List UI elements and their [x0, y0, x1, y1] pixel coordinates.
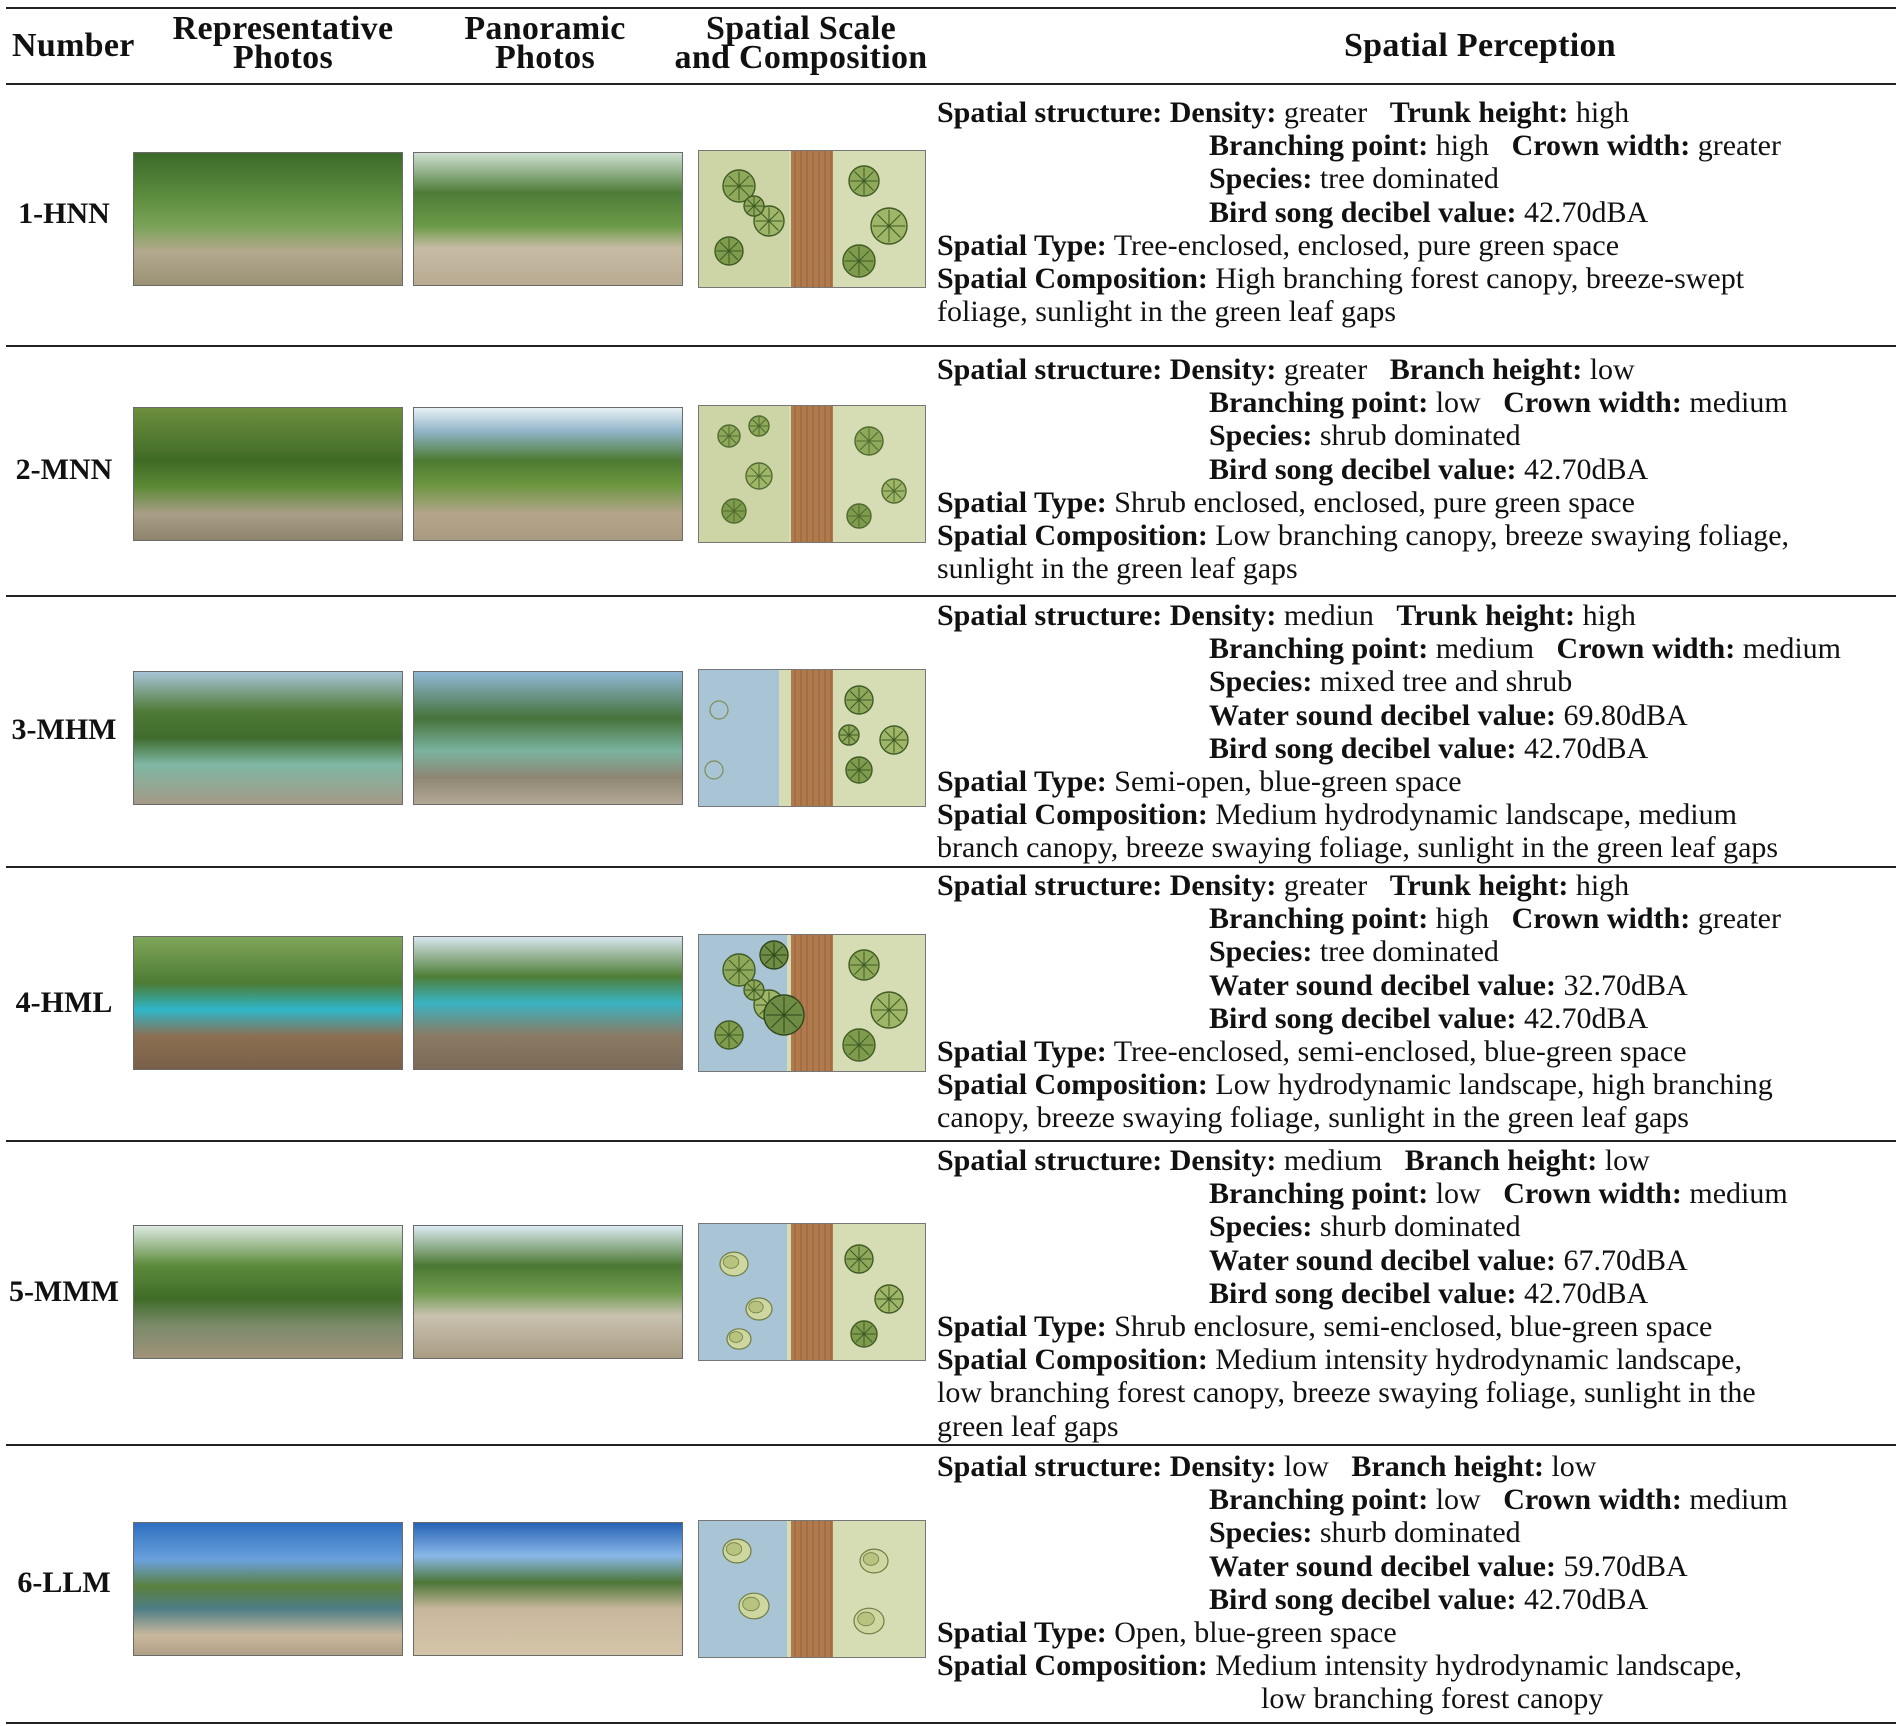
attribute-key: Trunk height:: [1389, 869, 1569, 902]
attribute-value: high: [1575, 599, 1636, 632]
attribute-value: 42.70dBA: [1516, 731, 1649, 765]
plan-drawing: [699, 1224, 925, 1360]
attribute-key: Branch height:: [1404, 1144, 1598, 1177]
attribute-key: Water sound decibel value:: [1209, 1243, 1556, 1277]
row-rule: [6, 1140, 1896, 1142]
spatial-perception-cell: [937, 869, 1897, 1135]
spatial-perception-cell: [937, 96, 1897, 328]
composition-line: [937, 1410, 1897, 1443]
composition-line: [937, 831, 1897, 864]
attribute-key: Bird song decibel value:: [1209, 1582, 1517, 1616]
composition-value: sunlight in the green leaf gaps: [937, 552, 1298, 586]
plan-drawing: [699, 406, 925, 542]
composition-line: [937, 1101, 1897, 1134]
structure-line: [937, 902, 1897, 935]
attribute-value: shrub dominated: [1312, 419, 1521, 453]
structure-label: Spatial structure:: [937, 96, 1163, 129]
row-number: 1-HNN: [18, 197, 110, 230]
composition-label: Spatial Composition:: [937, 518, 1208, 552]
structure-line: [937, 935, 1897, 968]
attribute-value: low: [1428, 1483, 1481, 1517]
structure-line: [937, 1450, 1897, 1483]
spatial-plan: [698, 1223, 926, 1361]
attribute-key: Branching point:: [1209, 1483, 1429, 1517]
composition-line: [937, 1682, 1897, 1715]
structure-label: Spatial structure:: [937, 353, 1163, 386]
structure-line: [937, 353, 1897, 386]
structure-line: [937, 1144, 1897, 1177]
attribute-key: Trunk height:: [1389, 96, 1569, 129]
attribute-key: Density:: [1169, 869, 1277, 902]
composition-value: High branching forest canopy, breeze-swept: [1207, 261, 1745, 295]
attribute-value: medium: [1681, 1177, 1788, 1211]
panoramic-photo: [413, 936, 683, 1070]
composition-value: Medium intensity hydrodynamic landscape,: [1207, 1343, 1742, 1377]
structure-line: [937, 1516, 1897, 1549]
attribute-key: Crown width:: [1503, 386, 1682, 420]
structure-line: [937, 1483, 1897, 1516]
attribute-key: Crown width:: [1511, 129, 1691, 163]
attribute-key: Water sound decibel value:: [1209, 1549, 1556, 1583]
attribute-value: 42.70dBA: [1516, 1276, 1649, 1310]
spatial-plan: [698, 405, 926, 543]
composition-value: foliage, sunlight in the green leaf gaps: [937, 295, 1397, 329]
structure-line: [937, 732, 1897, 765]
type-label: Spatial Type:: [937, 485, 1107, 519]
composition-value: low branching forest canopy, breeze swaying foliage, sunlight in the: [937, 1376, 1756, 1410]
plan-drawing: [699, 935, 925, 1071]
attribute-value: greater: [1276, 96, 1368, 129]
spatial-type-line: [937, 486, 1897, 519]
composition-line: [937, 1376, 1897, 1409]
spatial-type-line: [937, 1616, 1897, 1649]
structure-label: Spatial structure:: [937, 1144, 1163, 1177]
attribute-value: greater: [1276, 353, 1368, 386]
structure-line: [937, 1583, 1897, 1616]
row-number: 6-LLM: [17, 1566, 111, 1599]
spatial-type-line: [937, 1035, 1897, 1068]
attribute-value: 32.70dBA: [1555, 968, 1688, 1002]
attribute-key: Branch height:: [1351, 1450, 1544, 1483]
structure-line: [937, 96, 1897, 129]
attribute-value: medium: [1735, 632, 1842, 666]
attribute-value: tree dominated: [1312, 162, 1499, 196]
attribute-key: Density:: [1169, 96, 1277, 129]
panoramic-photo: [413, 407, 683, 541]
structure-line: [937, 699, 1897, 732]
composition-label: Spatial Composition:: [937, 798, 1208, 832]
plan-drawing: [699, 670, 925, 806]
structure-line: [937, 665, 1897, 698]
attribute-value: medium: [1428, 632, 1535, 666]
attribute-key: Water sound decibel value:: [1209, 968, 1556, 1002]
attribute-value: 59.70dBA: [1555, 1549, 1688, 1583]
composition-value: green leaf gaps: [937, 1409, 1119, 1443]
spatial-type-line: [937, 765, 1897, 798]
attribute-value: high: [1428, 902, 1490, 936]
composition-label: Spatial Composition:: [937, 261, 1208, 295]
row-number: 3-MHM: [11, 713, 117, 746]
row-number: 5-MMM: [9, 1275, 119, 1308]
representative-photo: [133, 671, 403, 805]
attribute-key: Crown width:: [1511, 902, 1691, 936]
attribute-value: medium: [1681, 1483, 1788, 1517]
structure-line: [937, 386, 1897, 419]
attribute-value: medium: [1681, 386, 1788, 420]
type-value: Tree-enclosed, semi-enclosed, blue-green space: [1106, 1034, 1687, 1068]
spatial-type-line: [937, 1310, 1897, 1343]
attribute-value: shurb dominated: [1312, 1210, 1521, 1244]
composition-value: branch canopy, breeze swaying foliage, sunlight in the green leaf gaps: [937, 831, 1779, 865]
attribute-value: shurb dominated: [1312, 1516, 1521, 1550]
top-rule: [6, 7, 1896, 9]
attribute-value: low: [1276, 1450, 1329, 1483]
composition-label: Spatial Composition:: [937, 1068, 1208, 1102]
attribute-value: medium: [1276, 1144, 1383, 1177]
composition-label: Spatial Composition:: [937, 1343, 1208, 1377]
panoramic-photo: [413, 1522, 683, 1656]
attribute-key: Density:: [1169, 353, 1277, 386]
composition-line: [937, 798, 1897, 831]
attribute-key: Crown width:: [1556, 632, 1736, 666]
composition-line: [937, 1343, 1897, 1376]
structure-line: [937, 1210, 1897, 1243]
structure-label: Spatial structure:: [937, 869, 1163, 902]
attribute-value: mixed tree and shrub: [1312, 665, 1573, 699]
attribute-value: 42.70dBA: [1516, 1001, 1649, 1035]
composition-line: [937, 519, 1897, 552]
attribute-key: Species:: [1209, 1210, 1313, 1244]
attribute-value: tree dominated: [1312, 935, 1499, 969]
attribute-value: 67.70dBA: [1555, 1243, 1688, 1277]
header-spatial-scale: Spatial Scale and Composition: [674, 10, 928, 76]
structure-line: [937, 196, 1897, 229]
spatial-perception-cell: [937, 599, 1897, 865]
header-panoramic-photos: Panoramic Photos: [464, 10, 626, 76]
attribute-value: 42.70dBA: [1516, 1582, 1649, 1616]
representative-photo: [133, 152, 403, 286]
attribute-value: greater: [1690, 129, 1781, 163]
attribute-key: Species:: [1209, 419, 1313, 453]
structure-line: [937, 419, 1897, 452]
attribute-value: low: [1428, 386, 1481, 420]
composition-line: [937, 552, 1897, 585]
attribute-value: mediun: [1276, 599, 1374, 632]
attribute-value: low: [1582, 353, 1635, 386]
structure-label: Spatial structure:: [937, 1450, 1163, 1483]
type-label: Spatial Type:: [937, 1034, 1107, 1068]
structure-line: [937, 969, 1897, 1002]
attribute-value: greater: [1276, 869, 1368, 902]
type-label: Spatial Type:: [937, 1309, 1107, 1343]
composition-line: [937, 262, 1897, 295]
attribute-key: Crown width:: [1503, 1483, 1682, 1517]
spatial-type-line: [937, 229, 1897, 262]
spatial-plan: [698, 934, 926, 1072]
attribute-key: Branching point:: [1209, 632, 1429, 666]
attribute-key: Density:: [1169, 1450, 1277, 1483]
type-value: Shrub enclosed, enclosed, pure green space: [1106, 485, 1635, 519]
attribute-key: Crown width:: [1503, 1177, 1682, 1211]
attribute-key: Species:: [1209, 162, 1313, 196]
row-rule: [6, 1444, 1896, 1446]
attribute-value: greater: [1690, 902, 1781, 936]
spatial-plan: [698, 1520, 926, 1658]
composition-value: Medium intensity hydrodynamic landscape,: [1207, 1649, 1742, 1683]
attribute-value: low: [1597, 1144, 1650, 1177]
spatial-perception-cell: [937, 353, 1897, 585]
attribute-key: Branch height:: [1389, 353, 1583, 386]
composition-value: Medium hydrodynamic landscape, medium: [1207, 798, 1737, 832]
row-rule: [6, 345, 1896, 347]
composition-line: [937, 1649, 1897, 1682]
spatial-plan: [698, 669, 926, 807]
attribute-key: Branching point:: [1209, 902, 1429, 936]
type-label: Spatial Type:: [937, 228, 1107, 262]
header-spatial-perception: Spatial Perception: [1343, 27, 1617, 64]
type-value: Semi-open, blue-green space: [1106, 764, 1462, 798]
spatial-plan: [698, 150, 926, 288]
structure-line: [937, 162, 1897, 195]
attribute-value: 42.70dBA: [1516, 195, 1649, 229]
panoramic-photo: [413, 152, 683, 286]
structure-line: [937, 1177, 1897, 1210]
panoramic-photo: [413, 671, 683, 805]
structure-line: [937, 1002, 1897, 1035]
attribute-key: Branching point:: [1209, 386, 1429, 420]
composition-value: low branching forest canopy: [1261, 1682, 1604, 1716]
plan-drawing: [699, 1521, 925, 1657]
structure-line: [937, 453, 1897, 486]
structure-line: [937, 1550, 1897, 1583]
structure-line: [937, 599, 1897, 632]
header-representative-photos: Representative Photos: [172, 10, 394, 76]
attribute-key: Trunk height:: [1396, 599, 1576, 632]
composition-value: canopy, breeze swaying foliage, sunlight in the green leaf gaps: [937, 1101, 1689, 1135]
type-value: Shrub enclosure, semi-enclosed, blue-green space: [1106, 1309, 1713, 1343]
plan-drawing: [699, 151, 925, 287]
attribute-key: Bird song decibel value:: [1209, 195, 1517, 229]
attribute-key: Species:: [1209, 935, 1313, 969]
structure-line: [937, 869, 1897, 902]
panoramic-photo: [413, 1225, 683, 1359]
attribute-key: Bird song decibel value:: [1209, 1001, 1517, 1035]
attribute-value: high: [1568, 96, 1630, 129]
structure-line: [937, 1244, 1897, 1277]
row-rule: [6, 1722, 1896, 1724]
structure-line: [937, 1277, 1897, 1310]
structure-line: [937, 632, 1897, 665]
row-rule: [6, 595, 1896, 597]
structure-line: [937, 129, 1897, 162]
header-number: Number: [12, 27, 135, 64]
attribute-key: Species:: [1209, 665, 1313, 699]
attribute-key: Branching point:: [1209, 1177, 1429, 1211]
representative-photo: [133, 1225, 403, 1359]
representative-photo: [133, 936, 403, 1070]
attribute-key: Bird song decibel value:: [1209, 452, 1517, 486]
composition-value: Low hydrodynamic landscape, high branching: [1207, 1068, 1773, 1102]
attribute-key: Density:: [1169, 1144, 1277, 1177]
attribute-key: Branching point:: [1209, 129, 1429, 163]
attribute-value: high: [1428, 129, 1490, 163]
composition-line: [937, 1068, 1897, 1101]
header-rule: [6, 83, 1896, 85]
spatial-perception-cell: [937, 1144, 1897, 1443]
type-label: Spatial Type:: [937, 1615, 1107, 1649]
composition-value: Low branching canopy, breeze swaying foliage,: [1207, 518, 1790, 552]
attribute-key: Density:: [1169, 599, 1277, 632]
type-value: Tree-enclosed, enclosed, pure green space: [1106, 228, 1620, 262]
composition-line: [937, 295, 1897, 328]
attribute-value: 42.70dBA: [1516, 452, 1649, 486]
representative-photo: [133, 1522, 403, 1656]
attribute-key: Water sound decibel value:: [1209, 698, 1556, 732]
row-number: 4-HML: [15, 986, 113, 1019]
structure-label: Spatial structure:: [937, 599, 1163, 632]
attribute-value: high: [1568, 869, 1630, 902]
composition-label: Spatial Composition:: [937, 1649, 1208, 1683]
spatial-perception-cell: [937, 1450, 1897, 1716]
representative-photo: [133, 407, 403, 541]
type-value: Open, blue-green space: [1106, 1615, 1397, 1649]
attribute-key: Bird song decibel value:: [1209, 1276, 1517, 1310]
type-label: Spatial Type:: [937, 764, 1107, 798]
attribute-value: 69.80dBA: [1555, 698, 1688, 732]
row-number: 2-MNN: [15, 453, 113, 486]
attribute-value: low: [1543, 1450, 1597, 1483]
attribute-key: Species:: [1209, 1516, 1313, 1550]
attribute-key: Bird song decibel value:: [1209, 731, 1517, 765]
attribute-value: low: [1428, 1177, 1481, 1211]
row-rule: [6, 866, 1896, 868]
